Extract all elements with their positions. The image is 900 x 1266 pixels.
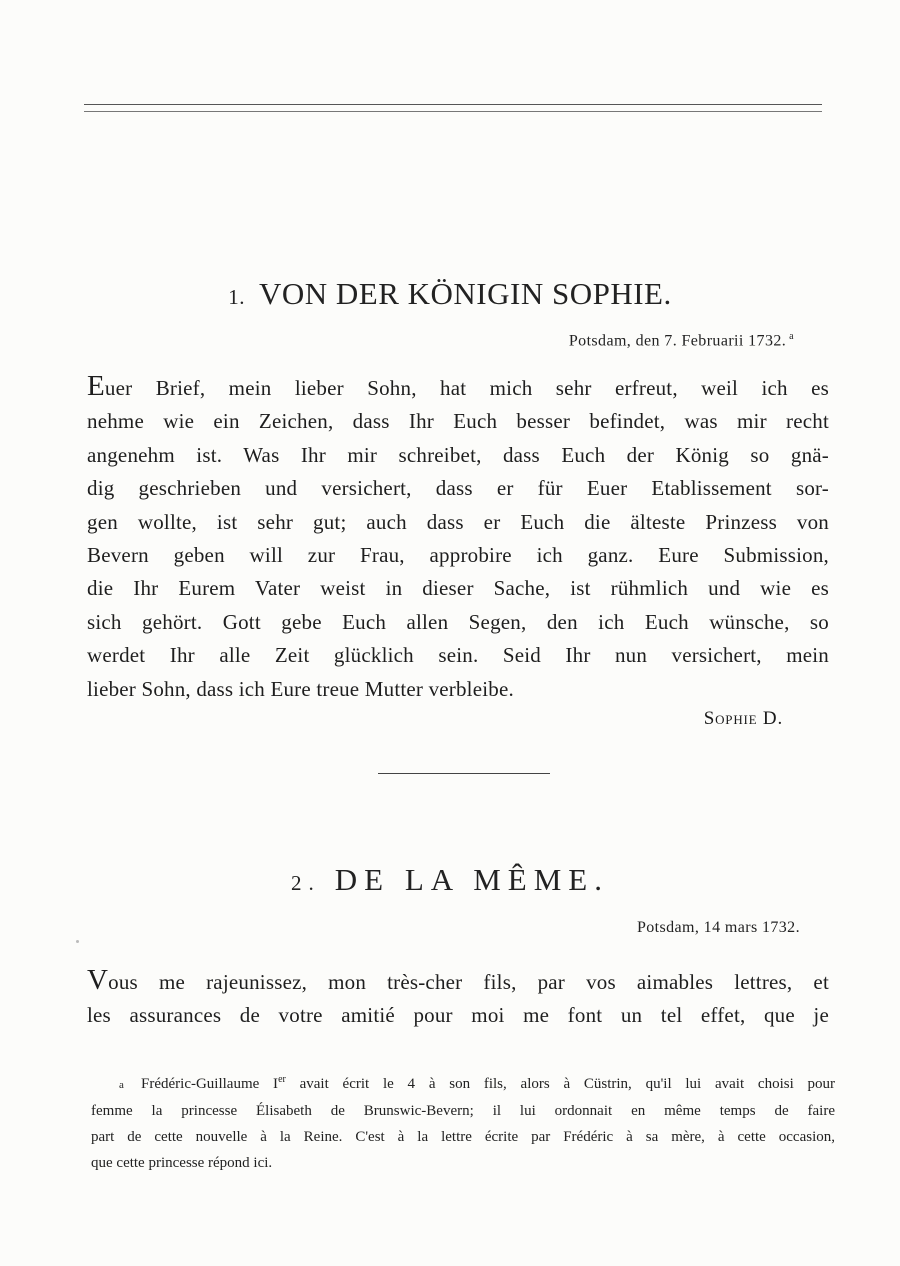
text-line: sich gehört. Gott gebe Euch allen Segen, den ich Euch wünsche, so [87, 609, 829, 634]
text-line: die Ihr Eurem Vater weist in dieser Sache, ist rühmlich und wie es [87, 576, 829, 601]
text-line: Vous me rajeunissez, mon très-cher fils, par vos aimables lettres, et [87, 964, 829, 996]
footnote [91, 1067, 835, 1176]
section-divider [378, 773, 550, 774]
footnote-line: femme la princesse Élisabeth de Brunswic-Bevern; il lui ordonnait en même temps de faire [91, 1103, 835, 1119]
text-line: dig geschrieben und versichert, dass er für Euer Etablissement sor- [87, 476, 829, 501]
text-line: gen wollte, ist sehr gut; auch dass er Euch die älteste Prinzess von [87, 509, 829, 534]
footnote-mark: a [119, 1079, 124, 1091]
top-rule-lower [84, 111, 822, 112]
footnote-line: part de cette nouvelle à la Reine. C'est à la lettre écrite par Frédéric à sa mère, à cette occasion, [91, 1129, 835, 1145]
letter-1-number: 1. [228, 285, 245, 309]
letter-1-dateline [569, 331, 794, 350]
letter-1-date: Potsdam, den 7. Februarii 1732. [568, 332, 787, 350]
letter-2-body [87, 966, 829, 1033]
letter-1-body [87, 372, 829, 706]
text-line: Euer Brief, mein lieber Sohn, hat mich sehr erfreut, weil ich es [87, 370, 829, 402]
drop-cap: E [87, 370, 105, 402]
text-line: lieber Sohn, dass ich Eure treue Mutter verbleibe. [87, 676, 514, 701]
text-line: angenehm ist. Was Ihr mir schreibet, dass Euch der König so gnä- [87, 442, 829, 467]
footnote-line: que cette princesse répond ici. [91, 1155, 273, 1171]
letter-2-title: DE LA MÊME. [334, 862, 609, 897]
letter-2-dateline: Potsdam, 14 mars 1732. [636, 919, 800, 936]
paper-speck [76, 940, 79, 943]
letter-1-signature: Sophie D. [703, 708, 783, 729]
letter-2-heading [0, 862, 900, 898]
text-line: Bevern geben will zur Frau, approbire ich ganz. Eure Submission, [87, 543, 829, 568]
footnote-reference[interactable]: a [789, 331, 794, 342]
letter-1-heading [0, 276, 900, 312]
footnote-line: a Frédéric-Guillaume Ier avait écrit le 4 à son fils, alors à Cüstrin, qu'il lui avait choisi pour [91, 1067, 835, 1098]
top-rule-upper [84, 104, 822, 105]
text-line: nehme wie ein Zeichen, dass Ihr Euch besser befindet, was mir recht [87, 409, 829, 434]
text-line: werdet Ihr alle Zeit glücklich sein. Seid Ihr nun versichert, mein [87, 643, 829, 668]
drop-cap: V [87, 964, 109, 996]
letter-1-title: VON DER KÖNIGIN SOPHIE. [258, 276, 672, 311]
text-line: les assurances de votre amitié pour moi me font un tel effet, que je [87, 1003, 829, 1028]
letter-2-number: 2. [291, 871, 321, 895]
